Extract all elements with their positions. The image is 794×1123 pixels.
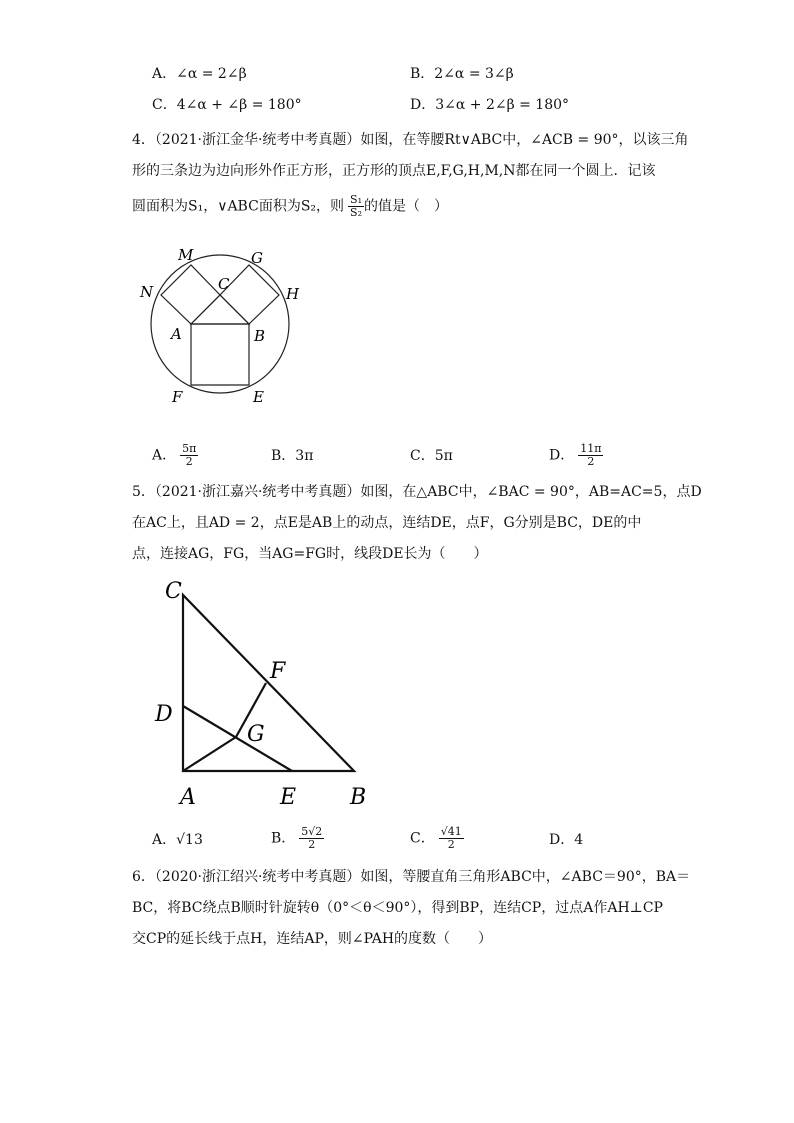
label-h: H — [286, 285, 300, 303]
label-c: C — [218, 275, 230, 293]
q4-option-b: B．3π — [271, 448, 314, 464]
label-a: A — [171, 325, 182, 343]
label-e: E — [253, 388, 264, 406]
q3-option-b: B．2∠α = 3∠β — [410, 66, 514, 82]
q5-option-a: A．√13 — [152, 832, 203, 848]
label-f: F — [172, 388, 183, 406]
q5-text-line3: 点，连接AG，FG，当AG=FG时，线段DE长为（ ） — [132, 546, 488, 562]
label-c: C — [165, 579, 182, 604]
q6-text-line3: 交CP的延长线于点H，连结AP，则∠PAH的度数（ ） — [132, 931, 493, 947]
q4-ratio-fraction: $\frac{\text{S₁}}{\text{S₂}}$ — [350, 193, 362, 219]
label-n: N — [140, 283, 154, 301]
q5-option-b: B． $\frac{5√2}{2}$ — [271, 825, 323, 851]
q5-text-line2: 在AC上，且AD = 2，点E是AB上的动点，连结DE，点F，G分别是BC，DE的中 — [132, 515, 642, 531]
label-g: G — [251, 249, 263, 267]
triangle-abc — [183, 595, 354, 771]
q4-option-d: D． $\frac{11\pi}{2}$ — [549, 442, 602, 468]
q3-option-a: A．∠α = 2∠β — [152, 66, 247, 82]
q4-text-line3 — [132, 194, 672, 219]
q6-text-line1: 6．（2020·浙江绍兴·统考中考真题）如图，等腰直角三角形ABC中，∠ABC＝90°，BA＝ — [132, 869, 691, 885]
q3-option-c: C．4∠α + ∠β = 180° — [152, 97, 302, 113]
q4-option-c: C．5π — [410, 448, 453, 464]
q6-text-line2: BC，将BC绕点B顺时针旋转θ（0°＜θ＜90°），得到BP，连结CP，过点A作AH⊥CP — [132, 900, 663, 916]
segment-ag — [183, 737, 236, 771]
q5-figure — [150, 578, 390, 813]
q5-option-d: D．4 — [549, 832, 584, 848]
label-g: G — [247, 722, 265, 747]
q4-figure — [130, 240, 310, 410]
q5-text-line1: 5．（2021·浙江嘉兴·统考中考真题）如图，在△ABC中，∠BAC = 90°，AB=AC=5，点D — [132, 484, 702, 500]
q4-line3-suffix: 的值是（ ） — [363, 198, 448, 215]
square-bcgh — [220, 265, 279, 324]
triangle-abc — [191, 295, 249, 324]
q3-option-d: D．3∠α + 2∠β = 180° — [410, 97, 570, 113]
q4-line3-prefix: 圆面积为S₁，∨ABC面积为S₂，则 — [132, 198, 345, 215]
label-f: F — [270, 659, 286, 684]
square-acmn — [161, 265, 220, 324]
label-e: E — [280, 785, 297, 810]
label-m: M — [178, 246, 194, 264]
label-b: B — [350, 785, 367, 810]
q4-option-a: A． $\frac{5\pi}{2}$ — [152, 442, 197, 468]
q4-text-line1: 4．（2021·浙江金华·统考中考真题）如图，在等腰Rt∨ABC中，∠ACB = 90°，以该三角 — [132, 132, 689, 148]
label-a: A — [180, 785, 196, 810]
label-d: D — [155, 702, 173, 727]
label-b: B — [254, 327, 266, 345]
q5-option-c: C． $\frac{√41}{2}$ — [410, 825, 462, 851]
square-abef — [191, 324, 249, 385]
q4-text-line2: 形的三条边为边向形外作正方形，正方形的顶点E,F,G,H,M,N都在同一个圆上．记该 — [132, 163, 656, 179]
